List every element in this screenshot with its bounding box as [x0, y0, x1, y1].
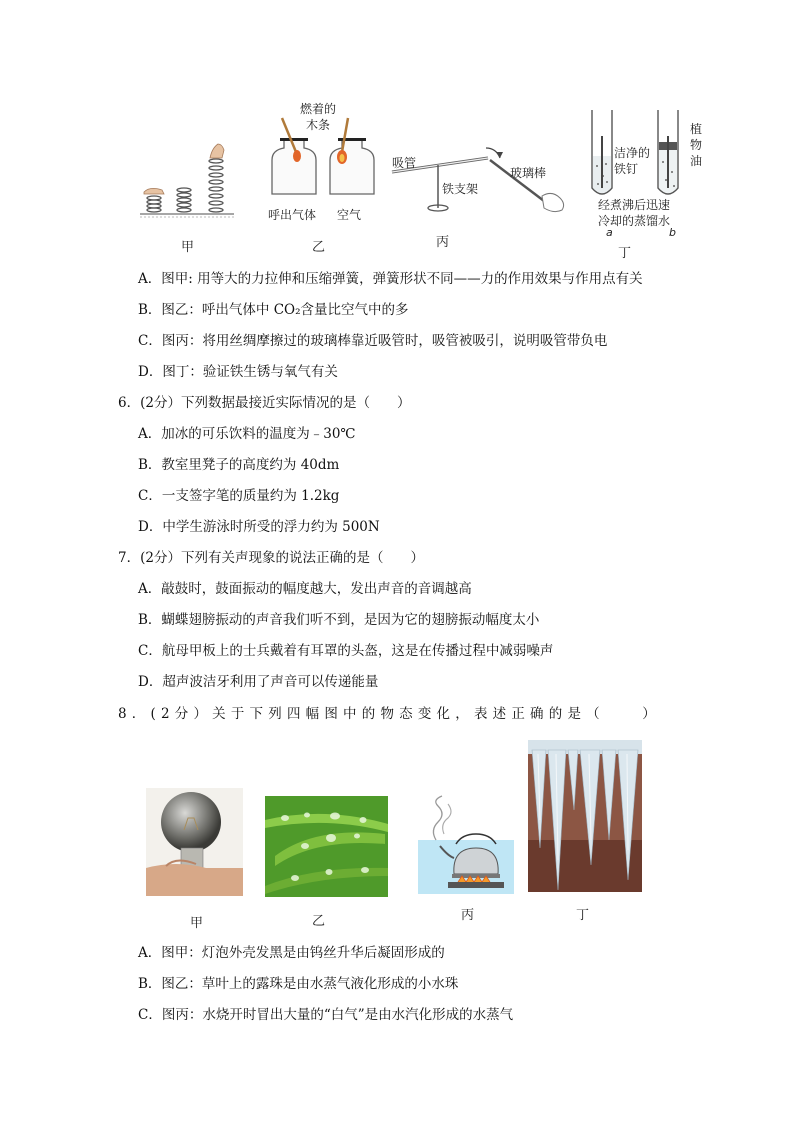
q8-caption-ding: 丁	[576, 908, 590, 923]
q6-option-b: B．教室里凳子的高度约为 40dm	[138, 457, 340, 473]
q5-option-b: B．图乙：呼出气体中 CO₂含量比空气中的多	[138, 302, 409, 318]
q5-option-d: D．图丁：验证铁生锈与氧气有关	[138, 364, 338, 380]
q5-option-a: A．图甲: 用等大的力拉伸和压缩弹簧，弹簧形状不同——力的作用效果与作用点有关	[138, 271, 643, 287]
q6-option-a: A．加冰的可乐饮料的温度为﹣30℃	[138, 426, 356, 442]
q8-photo-jia-bulb	[146, 788, 243, 896]
figure-yi-left-label: 呼出气体	[268, 208, 317, 222]
figure-ding-water-label-2: 冷却的蒸馏水	[598, 214, 671, 228]
q8-option-c: C．图丙：水烧开时冒出大量的“白气”是由水汽化形成的水蒸气	[138, 1007, 514, 1023]
figure-jia-caption: 甲	[181, 240, 195, 255]
q5-option-c: C．图丙：将用丝绸摩擦过的玻璃棒靠近吸管时，吸管被吸引，说明吸管带负电	[138, 333, 608, 349]
figure-yi-caption: 乙	[312, 240, 326, 255]
figure-ding-tube-b: b	[669, 226, 676, 239]
figure-bing-straw	[390, 130, 575, 225]
figure-ding-caption: 丁	[618, 246, 632, 261]
figure-ding-oil-label-2: 物	[690, 138, 703, 152]
figure-bing-tube-label: 吸管	[392, 156, 417, 170]
figure-yi-label-top-1: 燃着的	[300, 102, 337, 116]
q8-caption-bing: 丙	[461, 908, 475, 923]
q7-option-c: C．航母甲板上的士兵戴着有耳罩的头盔，这是在传播过程中减弱噪声	[138, 643, 554, 659]
figure-ding-nail-label-2: 铁钉	[614, 162, 639, 176]
q7-stem: 7．(2分）下列有关声现象的说法正确的是（ ）	[118, 550, 424, 566]
figure-ding-nail-label-1: 洁净的	[614, 146, 651, 160]
figure-ding-water-label-1: 经煮沸后迅速	[598, 198, 671, 212]
q7-option-a: A．敲鼓时，鼓面振动的幅度越大，发出声音的音调越高	[138, 581, 472, 597]
q8-option-a: A．图甲：灯泡外壳发黑是由钨丝升华后凝固形成的	[138, 945, 445, 961]
figure-jia-springs	[138, 140, 238, 220]
q6-option-c: C．一支签字笔的质量约为 1.2kg	[138, 488, 340, 504]
q8-caption-jia: 甲	[190, 916, 204, 931]
figure-bing-rod-label: 玻璃棒	[510, 166, 547, 180]
figure-yi-label-top-2: 木条	[306, 118, 331, 132]
figure-bing-stand-label: 铁支架	[442, 182, 479, 196]
figure-ding-oil-label-1: 植	[690, 122, 703, 136]
figure-bing-caption: 丙	[436, 235, 450, 250]
q8-photo-bing-kettle	[418, 794, 514, 894]
q8-stem: 8．(2分）关于下列四幅图中的物态变化，表述正确的是（ ）	[118, 706, 661, 722]
q8-option-b: B．图乙：草叶上的露珠是由水蒸气液化形成的小水珠	[138, 976, 459, 992]
q6-stem: 6．(2分）下列数据最接近实际情况的是（ ）	[118, 395, 411, 411]
q8-caption-yi: 乙	[312, 914, 326, 929]
q7-option-b: B．蝴蝶翅膀振动的声音我们听不到，是因为它的翅膀振动幅度太小	[138, 612, 540, 628]
figure-ding-tube-a: a	[606, 226, 613, 239]
figure-ding-oil-label-3: 油	[690, 154, 703, 168]
q8-photo-yi-dew	[265, 796, 388, 897]
q7-option-d: D．超声波洁牙利用了声音可以传递能量	[138, 674, 379, 690]
q8-photo-ding-icicles	[528, 740, 642, 892]
figure-yi-right-label: 空气	[337, 208, 362, 222]
q6-option-d: D．中学生游泳时所受的浮力约为 500N	[138, 519, 380, 535]
